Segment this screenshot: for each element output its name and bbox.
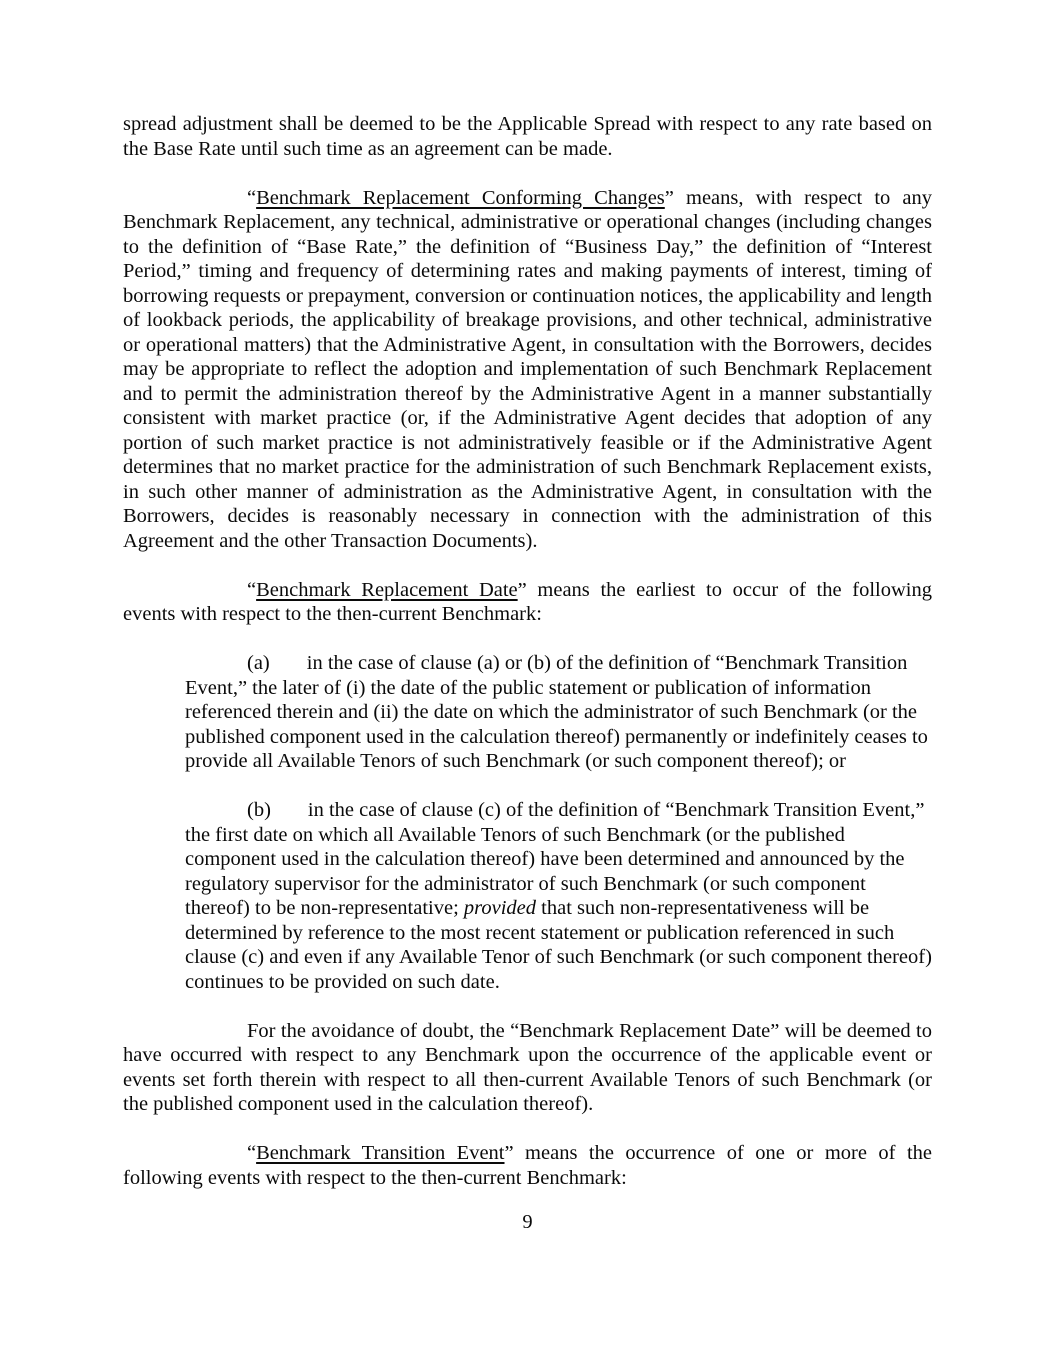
- open-quote: “: [247, 186, 257, 209]
- paragraph-text: ” means the occurrence of one or more of the following events with respect to the then-current Benchmark:: [123, 1142, 932, 1189]
- paragraph-text: ” means, with respect to any Benchmark Replacement, any technical, administrative or operational changes (including changes to the definition of “Base Rate,” the definition of “Business Day,” the definition of “Interest Period,” timing and frequency of determining rates and making payments of interest, timing of borrowing requests or prepayment, conversion or continuation notices, the applicability and length of lookback periods, the applicability of breakage provisions, and other technical, administrative or operational matters) that the Administrative Agent, in consultation with the Borrowers, decides may be appropriate to reflect the adoption and implementation of such Benchmark Replacement and to permit the administration thereof by the Administrative Agent in a manner substantially consistent with market practice (or, if the Administrative Agent decides that adoption of any portion of such market practice is not administratively feasible or if the Administrative Agent determines that no market practice for the administration of such Benchmark Replacement exists, in such other manner of administration as the Administrative Agent, in consultation with the Borrowers, decides is reasonably necessary in connection with the administration of this Agreement and the other Transaction Documents).: [123, 186, 932, 552]
- clause-b-text-pre: in the case of clause (c) of the definition of “Benchmark Transition Event,” the first date on which all Available Tenors of such Benchmark (or the published component used in the calculation thereof) have been determined and announced by the regulatory supervisor for the administrator of such Benchmark (or such component thereof) to be non-representative;: [185, 799, 925, 919]
- paragraph-continuation: [123, 112, 932, 161]
- open-quote: “: [247, 578, 257, 601]
- defined-term-benchmark-replacement-date: Benchmark Replacement Date: [256, 578, 518, 601]
- paragraph-text: For the avoidance of doubt, the “Benchmark Replacement Date” will be deemed to have occurred with respect to any Benchmark upon the occurrence of the applicable event or events set forth therein with respect to all then-current Available Tenors of such Benchmark (or the published component used in the calculation thereof).: [123, 1019, 932, 1115]
- paragraph-avoidance-of-doubt: [123, 1019, 932, 1117]
- clause-a-label: (a): [247, 652, 270, 674]
- paragraph-benchmark-replacement-date: [123, 578, 932, 627]
- page-body: [123, 112, 932, 1215]
- paragraph-text: spread adjustment shall be deemed to be the Applicable Spread with respect to any rate based on the Base Rate until such time as an agreement can be made.: [123, 113, 932, 160]
- paragraph-text: ” means the earliest to occur of the following events with respect to the then-current Benchmark:: [123, 578, 932, 625]
- defined-term-benchmark-transition-event: Benchmark Transition Event: [256, 1142, 505, 1164]
- defined-term-benchmark-replacement-conforming-changes: Benchmark Replacement Conforming Changes: [256, 186, 665, 209]
- open-quote: “: [247, 1142, 257, 1164]
- clause-b-label: (b): [247, 799, 271, 821]
- paragraph-benchmark-transition-event: [123, 1141, 932, 1190]
- page-number: 9: [522, 1211, 533, 1233]
- paragraph-benchmark-replacement-conforming-changes: [123, 186, 932, 554]
- clause-a-text: in the case of clause (a) or (b) of the definition of “Benchmark Transition Event,” the later of (i) the date of the public statement or publication of information referenced therein and (ii) the date on which the administrator of such Benchmark (or the published component used in the calculation thereof) permanently or indefinitely ceases to provide all Available Tenors of such Benchmark (or such component thereof); or: [185, 652, 928, 772]
- clause-b-text-post: that such non-representativeness will be determined by reference to the most recent statement or publication referenced in such clause (c) and even if any Available Tenor of such Benchmark (or such component thereof) continues to be provided on such date.: [185, 897, 932, 993]
- clause-b-provided-italic: provided: [463, 897, 537, 919]
- clause-b: [185, 798, 932, 994]
- clause-a: [185, 651, 932, 774]
